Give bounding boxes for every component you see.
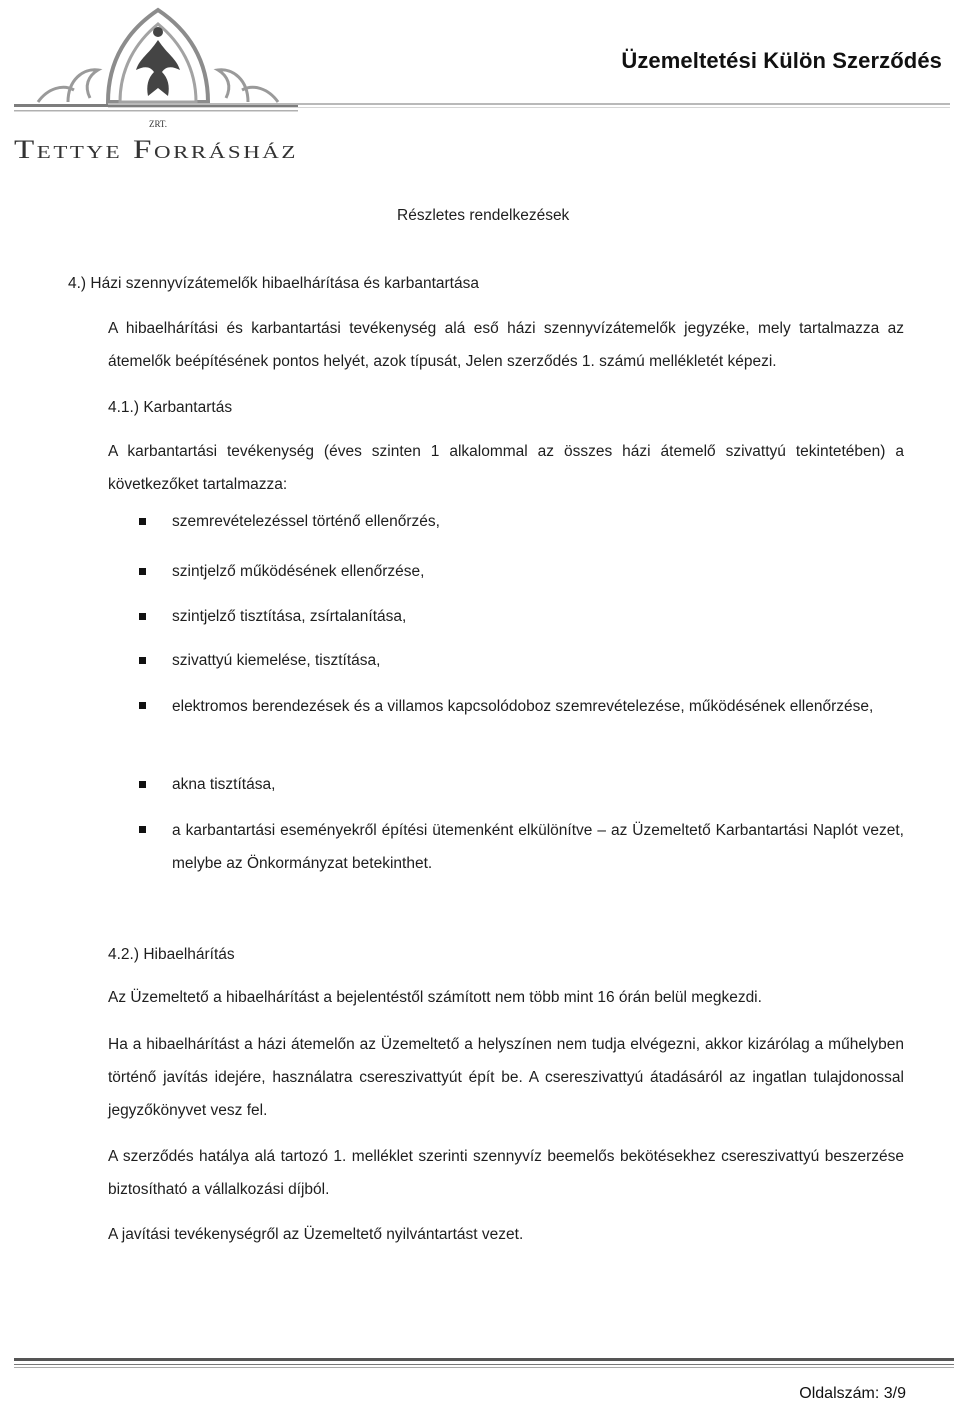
bullet-marker [139,657,146,664]
footer-divider-hairline [14,1367,954,1368]
header-divider-thin [108,107,950,108]
list-item: elektromos berendezések és a villamos kapcsolódoboz szemrevételezése, működésének ellenőrzése, [172,698,874,715]
bullet-marker [139,568,146,575]
footer-divider-thin [14,1364,954,1365]
list-item: szintjelző működésének ellenőrzése, [172,563,425,580]
paragraph: Ha a hibaelhárítást a házi átemelőn az Üzemeltető a helyszínen nem tudja elvégezni, akkor kizárólag a műhelyben történő javítás idejére, használatra csereszivattyút épít be. A csereszivattyú átadásáról az ingatlan tulajdonossal jegyzőkönyvet vesz fel. [108,1036,904,1119]
list-item: a karbantartási eseményekről építési ütemenként elkülönítve – az Üzemeltető Karbantartási Naplót vezet, melybe az Önkormányzat betekinthet. [172,822,904,872]
document-header-title: Üzemeltetési Külön Szerződés [621,48,942,73]
bullet-marker [139,826,146,833]
bullet-marker [139,518,146,525]
list-item: akna tisztítása, [172,776,276,793]
header-divider [108,103,950,105]
company-logo [8,0,300,165]
page-number: Oldalszám: 3/9 [799,1385,906,1402]
bullet-marker [139,781,146,788]
section-title: Részletes rendelkezések [397,207,570,224]
maintenance-intro: A karbantartási tevékenység (éves szinten 1 alkalommal az összes házi átemelő szivattyú tekintetében) a következőket tartalmazza: [108,443,904,493]
list-item: szintjelző tisztítása, zsírtalanítása, [172,608,407,625]
heading-4-1: 4.1.) Karbantartás [108,399,233,416]
heading-4-2: 4.2.) Hibaelhárítás [108,946,235,963]
logo-subtext: ZRT. [148,119,168,129]
intro-paragraph: A hibaelhárítási és karbantartási tevékenység alá eső házi szennyvízátemelők jegyzéke, mely tartalmazza az átemelők beépítésének pontos helyét, azok típusát, Jelen szerződés 1. számú mellékletét képezi. [108,320,904,370]
paragraph: Az Üzemeltető a hibaelhárítást a bejelentéstől számított nem több mint 16 órán belül megkezdi. [108,989,762,1006]
logo-text: Tettye Forrásház [14,135,298,164]
list-item: szemrevételezéssel történő ellenőrzés, [172,513,440,530]
bullet-marker [139,702,146,709]
footer-divider [14,1358,954,1361]
paragraph: A szerződés hatálya alá tartozó 1. melléklet szerinti szennyvíz beemelős bekötésekhez csereszivattyú beszerzése biztosítható a vállalkozási díjból. [108,1148,904,1198]
paragraph: A javítási tevékenységről az Üzemeltető nyilvántartást vezet. [108,1226,524,1243]
bullet-marker [139,613,146,620]
list-item: szivattyú kiemelése, tisztítása, [172,652,381,669]
heading-4: 4.) Házi szennyvízátemelők hibaelhárítása és karbantartása [68,275,479,292]
